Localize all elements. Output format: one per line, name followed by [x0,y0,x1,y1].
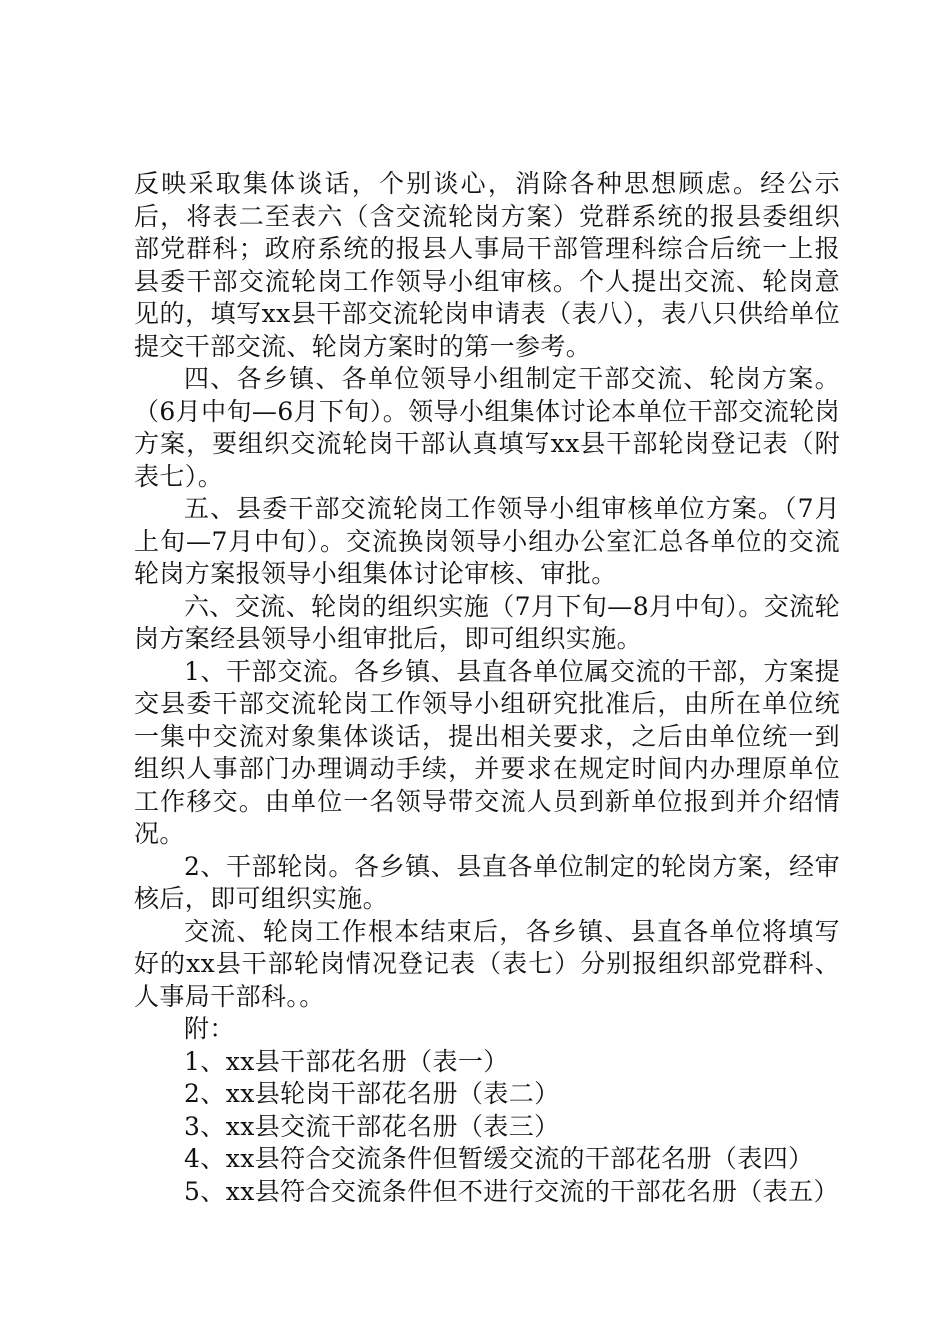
document-body [134,168,840,1208]
paragraph-step-five: 五、县委干部交流轮岗工作领导小组审核单位方案。（7月上旬—7月中旬）。交流换岗领导小组办公室汇总各单位的交流轮岗方案报领导小组集体讨论审核、审批。 [134,494,840,588]
appendix-item: 4、xx县符合交流条件但暂缓交流的干部花名册（表四） [184,1144,814,1173]
paragraph-step-six: 六、交流、轮岗的组织实施（7月下旬—8月中旬）。交流轮岗方案经县领导小组审批后，即可组织实施。 [134,591,840,653]
appendix-item: 5、xx县符合交流条件但不进行交流的干部花名册（表五） [184,1176,839,1206]
appendix-item: 3、xx县交流干部花名册（表三） [184,1111,560,1141]
paragraph-continuation: 反映采取集体谈话，个别谈心，消除各种思想顾虑。经公示后，将表二至表六（含交流轮岗方案）党群系统的报县委组织部党群科；政府系统的报县人事局干部管理科综合后统一上报县委干部交流轮岗工作领导小组审核。个人提出交流、轮岗意见的，填写xx县干部交流轮岗申请表（表八），表八只供给单位提交干部交流、轮岗方案时的第一参考。 [134,169,840,361]
paragraph-step-four: 四、各乡镇、各单位领导小组制定干部交流、轮岗方案。（6月中旬—6月下旬）。领导小组集体讨论本单位干部交流轮岗方案，要组织交流轮岗干部认真填写xx县干部轮岗登记表（附表七）。 [134,364,840,491]
appendix-item: 2、xx县轮岗干部花名册（表二） [184,1079,560,1108]
paragraph-cadre-exchange: 1、干部交流。各乡镇、县直各单位属交流的干部，方案提交县委干部交流轮岗工作领导小组研究批准后，由所在单位统一集中交流对象集体谈话，提出相关要求，之后由单位统一到组织人事部门办理调动手续，并要求在规定时间内办理原单位工作移交。由单位一名领导带交流人员到新单位报到并介绍情况。 [134,656,840,848]
appendix-label: 附： [184,1014,235,1043]
paragraph-cadre-rotation: 2、干部轮岗。各乡镇、县直各单位制定的轮岗方案，经审核后，即可组织实施。 [134,851,840,913]
paragraph-conclusion: 交流、轮岗工作根本结束后，各乡镇、县直各单位将填写好的xx县干部轮岗情况登记表（表七）分别报组织部党群科、人事局干部科。。 [134,916,840,1011]
appendix-item: 1、xx县干部花名册（表一） [184,1046,509,1076]
